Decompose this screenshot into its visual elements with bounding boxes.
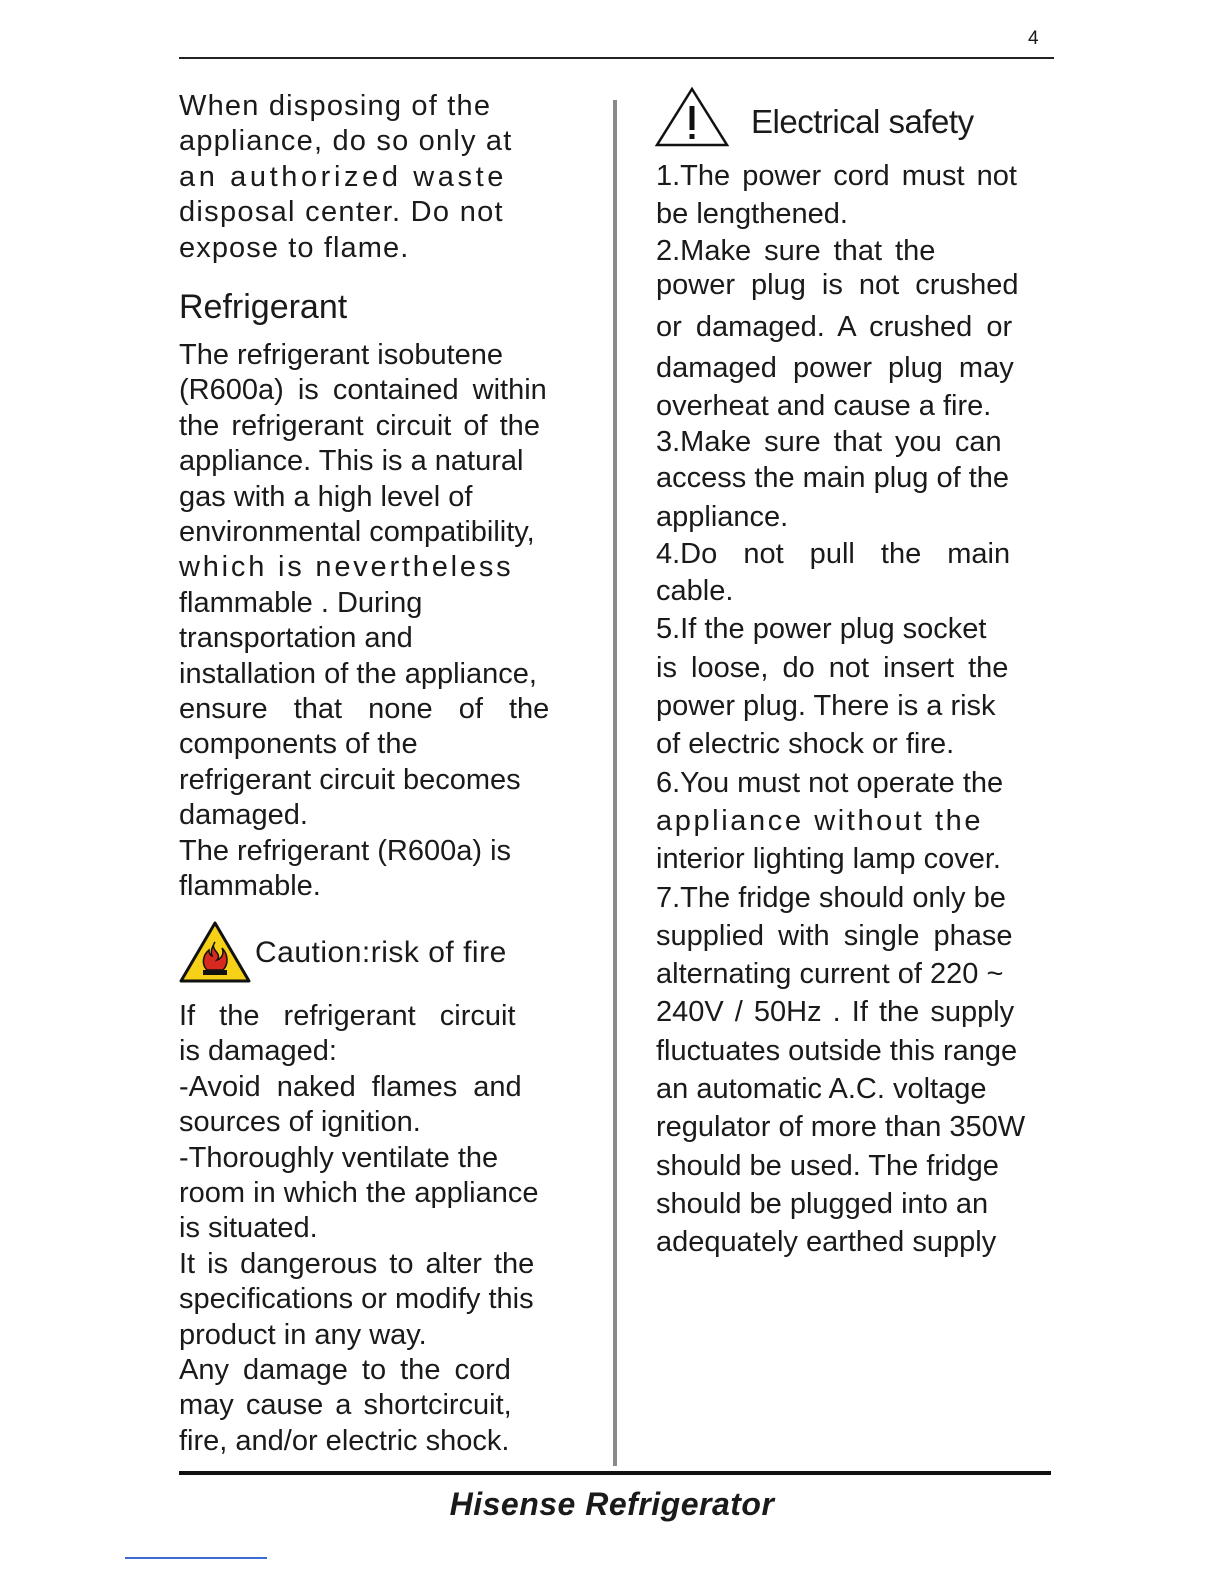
text-line: alternating current of 220 ~ bbox=[656, 958, 1004, 991]
text-line: appliance without the bbox=[656, 804, 984, 837]
text-line: 1.The power cord must not bbox=[656, 160, 1017, 192]
text-line: The refrigerant (R600a) is bbox=[179, 834, 512, 867]
text-line: 4.Do not pull the main bbox=[656, 538, 1011, 571]
refrigerant-heading: Refrigerant bbox=[179, 288, 348, 326]
text-line: an automatic A.C. voltage bbox=[656, 1073, 987, 1106]
text-line: be lengthened. bbox=[656, 198, 848, 231]
text-line: 7.The fridge should only be bbox=[656, 881, 1006, 914]
caution-paragraph bbox=[179, 999, 579, 1459]
text-line: components of the bbox=[179, 728, 418, 761]
fire-warning-icon bbox=[179, 920, 251, 984]
warning-triangle-icon bbox=[654, 86, 730, 148]
text-line: When disposing of the bbox=[179, 90, 492, 122]
text-line: supplied with single phase bbox=[656, 919, 1013, 952]
text-line: sources of ignition. bbox=[179, 1106, 421, 1139]
text-line: expose to flame. bbox=[179, 231, 410, 264]
text-line: disposal center. Do not bbox=[179, 196, 504, 229]
caution-heading-row bbox=[179, 918, 579, 988]
text-line: 2.Make sure that the bbox=[656, 234, 936, 267]
text-line: fluctuates outside this range bbox=[656, 1034, 1018, 1067]
text-line: environmental compatibility, bbox=[179, 516, 535, 549]
text-line: or damaged. A crushed or bbox=[656, 310, 1013, 343]
text-line: -Thoroughly ventilate the bbox=[179, 1141, 499, 1174]
text-line: may cause a shortcircuit, bbox=[179, 1389, 512, 1422]
text-line: Any damage to the cord bbox=[179, 1354, 511, 1387]
bottom-rule bbox=[179, 1471, 1051, 1475]
footer-brand: Hisense Refrigerator bbox=[449, 1486, 775, 1522]
text-line: interior lighting lamp cover. bbox=[656, 843, 1001, 876]
text-line: installation of the appliance, bbox=[179, 657, 537, 690]
refrigerant-paragraph bbox=[179, 338, 579, 905]
text-line: flammable . During bbox=[179, 586, 423, 619]
text-line: appliance. bbox=[656, 501, 789, 534]
text-line: room in which the appliance bbox=[179, 1177, 539, 1210]
text-line: should be used. The fridge bbox=[656, 1149, 999, 1182]
text-line: adequately earthed supply bbox=[656, 1226, 997, 1259]
text-line: 3.Make sure that you can bbox=[656, 426, 1002, 459]
text-line: fire, and/or electric shock. bbox=[179, 1424, 510, 1457]
text-line: If the refrigerant circuit bbox=[179, 1000, 516, 1032]
top-rule bbox=[179, 57, 1054, 59]
text-line: regulator of more than 350W bbox=[656, 1111, 1026, 1144]
text-line: access the main plug of the bbox=[656, 462, 1010, 495]
text-line: is loose, do not insert the bbox=[656, 651, 1009, 684]
text-line: power plug is not crushed bbox=[656, 268, 1019, 301]
text-line: damaged power plug may bbox=[656, 351, 1014, 384]
text-line: is damaged: bbox=[179, 1035, 337, 1068]
text-line: which is nevertheless bbox=[179, 551, 514, 584]
text-line: of electric shock or fire. bbox=[656, 728, 955, 761]
text-line: specifications or modify this bbox=[179, 1283, 534, 1316]
caution-title: Caution:risk of fire bbox=[255, 936, 507, 969]
text-line: power plug. There is a risk bbox=[656, 690, 996, 723]
text-line: the refrigerant circuit of the bbox=[179, 409, 540, 442]
text-line: flammable. bbox=[179, 870, 321, 903]
text-line: cable. bbox=[656, 575, 734, 608]
page-number: 4 bbox=[1028, 28, 1039, 49]
text-line: (R600a) is contained within bbox=[179, 374, 547, 407]
electrical-safety-list bbox=[656, 157, 1066, 1262]
disposal-paragraph bbox=[179, 89, 579, 266]
text-line: 5.If the power plug socket bbox=[656, 613, 987, 646]
text-line: 6.You must not operate the bbox=[656, 766, 1004, 799]
text-line: It is dangerous to alter the bbox=[179, 1247, 535, 1280]
text-line: The refrigerant isobutene bbox=[179, 339, 504, 371]
text-line: overheat and cause a fire. bbox=[656, 389, 992, 422]
text-line: damaged. bbox=[179, 799, 308, 832]
text-line: ensure that none of the bbox=[179, 693, 550, 726]
text-line: an authorized waste bbox=[179, 160, 507, 193]
electrical-safety-heading: Electrical safety bbox=[751, 103, 974, 140]
text-line: product in any way. bbox=[179, 1318, 427, 1351]
text-line: appliance. This is a natural bbox=[179, 445, 524, 478]
blue-underline bbox=[125, 1557, 267, 1559]
text-line: gas with a high level of bbox=[179, 480, 473, 513]
electrical-heading-row bbox=[654, 86, 1074, 150]
text-line: is situated. bbox=[179, 1212, 318, 1245]
text-line: 240V / 50Hz . If the supply bbox=[656, 996, 1015, 1029]
text-line: transportation and bbox=[179, 622, 413, 655]
text-line: -Avoid naked flames and bbox=[179, 1070, 522, 1103]
text-line: refrigerant circuit becomes bbox=[179, 763, 521, 796]
text-line: should be plugged into an bbox=[656, 1187, 989, 1220]
text-line: appliance, do so only at bbox=[179, 125, 513, 158]
column-divider bbox=[613, 100, 617, 1466]
